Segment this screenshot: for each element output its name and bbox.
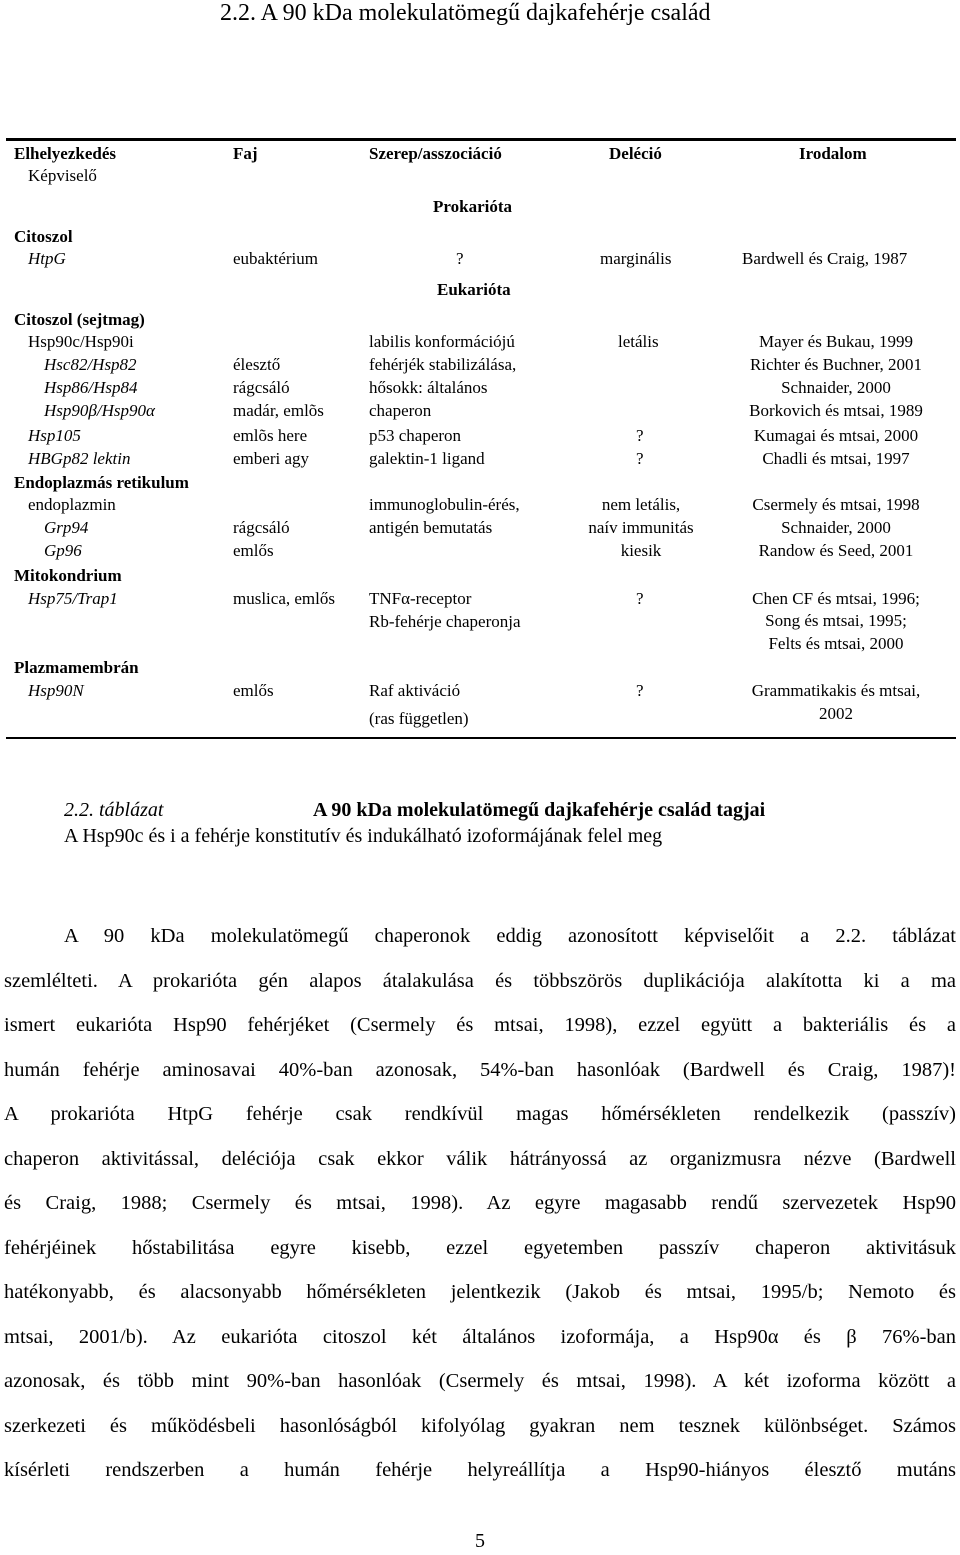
paragraph-line: mtsai, 2001/b). Az eukarióta citoszol két általános izoformája, a Hsp90α és β 76%-ban	[4, 1325, 956, 1348]
pm-deletion: ?	[636, 681, 644, 700]
paragraph-line: chaperon aktivitással, deléciója csak ekkor válik hátrányossá az organizmusra nézve (Bardwell	[4, 1147, 956, 1170]
er-deletion-0: nem letális,	[601, 495, 681, 514]
cyto-rep-2: Hsp86/Hsp84	[44, 378, 138, 397]
section-heading: 2.2. A 90 kDa molekulatömegű dajkafehérje család	[220, 0, 711, 26]
cyto-rep-5: HBGp82 lektin	[28, 449, 131, 468]
cyto-lit-2: Schnaider, 2000	[781, 378, 891, 397]
mito-representative: Hsp75/Trap1	[28, 589, 118, 608]
mito-location: Mitokondrium	[14, 566, 122, 585]
prok-representative: HtpG	[28, 249, 66, 268]
pm-representative: Hsp90N	[28, 681, 84, 700]
er-role-1: antigén bemutatás	[369, 518, 493, 537]
cyto-species-4: emberi agy	[233, 449, 309, 468]
cyto-rep-0: Hsp90c/Hsp90i	[28, 332, 134, 351]
cyto-deletion-0: letális	[618, 332, 659, 351]
paragraph-line: szemlélteti. A prokarióta gén alapos átalakulása és többszörös duplikációja alakította ki a ma	[4, 969, 956, 992]
paragraph-line: kísérleti rendszerben a humán fehérje helyreállítja a Hsp90-hiányos élesztő mutáns	[4, 1459, 956, 1481]
body-paragraph	[4, 914, 956, 1493]
paragraph-line: humán fehérje aminosavai 40%-ban azonosak, 54%-ban hasonlóak (Bardwell és Craig, 1987)!	[4, 1058, 956, 1081]
paragraph-line: A 90 kDa molekulatömegű chaperonok eddig azonosított képviselőit a 2.2. táblázat	[64, 925, 956, 947]
cyto-role-2: hősokk: általános	[369, 378, 488, 397]
cyto-role-3: chaperon	[369, 401, 432, 420]
paragraph-line: azonosak, és több mint 90%-ban hasonlóak (Csermely és mtsai, 1998). A két izoforma között a	[4, 1370, 956, 1392]
table-caption-note: A Hsp90c és i a fehérje konstitutív és indukálható izoformájának felel meg	[64, 825, 663, 847]
er-rep-1: Grp94	[44, 518, 89, 537]
mito-role-1: Rb-fehérje chaperonja	[369, 612, 521, 631]
cyto-location: Citoszol (sejtmag)	[14, 310, 145, 329]
header-species: Faj	[233, 144, 258, 163]
cyto-lit-1: Richter és Buchner, 2001	[749, 355, 923, 374]
table-caption-title: A 90 kDa molekulatömegű dajkafehérje család tagjai	[313, 799, 766, 821]
cyto-rep-4: Hsp105	[28, 426, 81, 445]
mito-lit-0: Chen CF és mtsai, 1996;	[752, 589, 920, 608]
cyto-species-2: madár, emlõs	[233, 401, 324, 420]
er-rep-0: endoplazmin	[28, 495, 116, 514]
er-species-0: rágcsáló	[233, 518, 290, 537]
pm-lit-1: 2002	[819, 704, 853, 723]
paragraph-line: és Craig, 1988; Csermely és mtsai, 1998). Az egyre magasabb rendű szervezetek Hsp90	[4, 1192, 956, 1214]
er-role-0: immunoglobulin-érés,	[369, 495, 520, 514]
paragraph-line: szerkezeti és működésbeli hasonlóságból kifolyólag gyakran nem tesznek különbséget. Számos	[4, 1414, 956, 1437]
cyto-deletion-1: ?	[636, 426, 644, 445]
er-deletion-2: kiesik	[620, 541, 662, 560]
er-lit-1: Schnaider, 2000	[781, 518, 891, 537]
header-literature: Irodalom	[799, 144, 867, 163]
mito-lit-1: Song és mtsai, 1995;	[765, 611, 907, 630]
header-deletion: Deléció	[609, 144, 662, 163]
mito-deletion: ?	[636, 589, 644, 608]
paragraph-line: A prokarióta HtpG fehérje csak rendkívül magas hőmérsékleten rendelkezik (passzív)	[4, 1103, 956, 1125]
prok-species: eubaktérium	[233, 249, 318, 268]
mito-species: muslica, emlős	[233, 589, 335, 608]
er-lit-2: Randow és Seed, 2001	[758, 541, 914, 560]
cyto-species-1: rágcsáló	[233, 378, 290, 397]
cyto-rep-1: Hsc82/Hsp82	[44, 355, 137, 374]
paragraph-line: ismert eukarióta Hsp90 fehérjéket (Csermely és mtsai, 1998), ezzel együtt a bakteriális és a	[4, 1014, 956, 1036]
cyto-role-5: galektin-1 ligand	[369, 449, 485, 468]
page-number: 5	[475, 1530, 485, 1552]
cyto-species-3: emlõs here	[233, 426, 308, 445]
cyto-lit-5: Chadli és mtsai, 1997	[762, 449, 910, 468]
header-role: Szerep/asszociáció	[369, 144, 502, 163]
section-prokaryote: Prokarióta	[433, 197, 513, 216]
pm-location: Plazmamembrán	[14, 658, 139, 677]
paragraph-line: fehérjéinek hőstabilitása egyre kisebb, ezzel egyetemben passzív chaperon aktivitásuk	[4, 1236, 956, 1259]
prok-location: Citoszol	[14, 227, 73, 246]
er-deletion-1: naív immunitás	[588, 518, 694, 537]
section-eukaryote: Eukarióta	[437, 280, 511, 299]
mito-role-0: TNFα-receptor	[369, 589, 472, 608]
cyto-deletion-2: ?	[636, 449, 644, 468]
table-caption-label: 2.2. táblázat	[64, 799, 164, 821]
er-lit-0: Csermely és mtsai, 1998	[752, 495, 920, 514]
header-representative: Képviselő	[28, 166, 97, 185]
cyto-lit-0: Mayer és Bukau, 1999	[759, 332, 913, 351]
table-bottom-rule	[6, 737, 956, 739]
pm-species: emlős	[233, 681, 274, 700]
paragraph-line: hatékonyabb, és alacsonyabb hőmérsékleten jelentkezik (Jakob és mtsai, 1995/b; Nemoto és	[4, 1281, 956, 1303]
cyto-role-1: fehérjék stabilizálása,	[369, 355, 517, 374]
prok-role: ?	[456, 249, 464, 268]
prok-deletion: marginális	[600, 249, 672, 268]
cyto-species-0: élesztő	[233, 355, 281, 374]
er-species-1: emlős	[233, 541, 274, 560]
pm-role-0: Raf aktiváció	[369, 681, 461, 700]
table-top-rule	[6, 138, 956, 141]
cyto-rep-3: Hsp90β/Hsp90α	[44, 401, 155, 420]
cyto-role-0: labilis konformációjú	[369, 332, 515, 351]
cyto-lit-4: Kumagai és mtsai, 2000	[753, 426, 919, 445]
header-location: Elhelyezkedés	[14, 144, 116, 163]
cyto-role-4: p53 chaperon	[369, 426, 462, 445]
prok-literature: Bardwell és Craig, 1987	[742, 249, 908, 268]
pm-role-1: (ras független)	[369, 709, 469, 728]
mito-lit-2: Felts és mtsai, 2000	[768, 634, 904, 653]
er-location: Endoplazmás retikulum	[14, 473, 189, 492]
er-rep-2: Gp96	[44, 541, 82, 560]
cyto-lit-3: Borkovich és mtsai, 1989	[749, 401, 923, 420]
pm-lit-0: Grammatikakis és mtsai,	[751, 681, 921, 700]
